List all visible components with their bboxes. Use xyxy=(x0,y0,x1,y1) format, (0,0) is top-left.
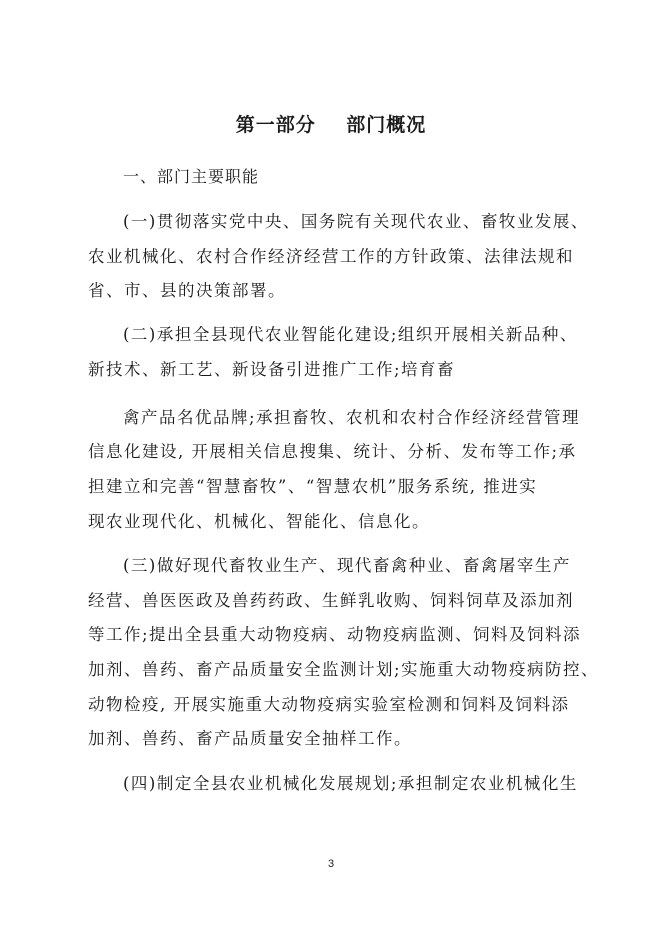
paragraph-4-line-2: 经营、兽医医政及兽药药政、生鲜乳收购、饲料饲草及添加剂 xyxy=(88,591,574,610)
paragraph-1-line-2: 农业机械化、农村合作经济经营工作的方针政策、法律法规和 xyxy=(88,247,574,266)
paragraph-4-line-6: 加剂、兽药、畜产品质量安全抽样工作。 xyxy=(88,729,412,748)
paragraph-3-line-4: 现农业现代化、机械化、智能化、信息化。 xyxy=(88,512,430,531)
paragraph-4-line-1: (三)做好现代畜牧业生产、现代畜禽种业、畜禽屠宰生产 xyxy=(123,556,571,575)
paragraph-4-line-5: 动物检疫, 开展实施重大动物疫病实验室检测和饲料及饲料添 xyxy=(88,695,570,714)
paragraph-2-line-2: 新技术、新工艺、新设备引进推广工作;培育畜 xyxy=(88,360,456,379)
paragraph-1-line-3: 省、市、县的决策部署。 xyxy=(88,281,286,300)
paragraph-3-line-1: 禽产品名优品牌;承担畜牧、农机和农村合作经济经营管理 xyxy=(123,408,581,427)
paragraph-3-line-3: 担建立和完善“智慧畜牧”、“智慧农机”服务系统, 推进实 xyxy=(88,477,538,496)
page-number: 3 xyxy=(327,858,335,870)
paragraph-5-line-1: (四)制定全县农业机械化发展规划;承担制定农业机械化生 xyxy=(123,774,578,793)
paragraph-1-line-1: (一)贯彻落实党中央、国务院有关现代农业、畜牧业发展、 xyxy=(123,212,589,231)
paragraph-3-line-2: 信息化建设, 开展相关信息搜集、统计、分析、发布等工作;承 xyxy=(88,442,577,461)
paragraph-4-line-3: 等工作;提出全县重大动物疫病、动物疫病监测、饲料及饲料添 xyxy=(88,625,582,644)
section-heading: 一、部门主要职能 xyxy=(123,167,260,186)
paragraph-2-line-1: (二)承担全县现代农业智能化建设;组织开展相关新品种、 xyxy=(123,325,578,344)
paragraph-4-line-4: 加剂、兽药、畜产品质量安全监测计划;实施重大动物疫病防控、 xyxy=(88,660,600,679)
page-title: 第一部分 部门概况 xyxy=(235,114,427,136)
